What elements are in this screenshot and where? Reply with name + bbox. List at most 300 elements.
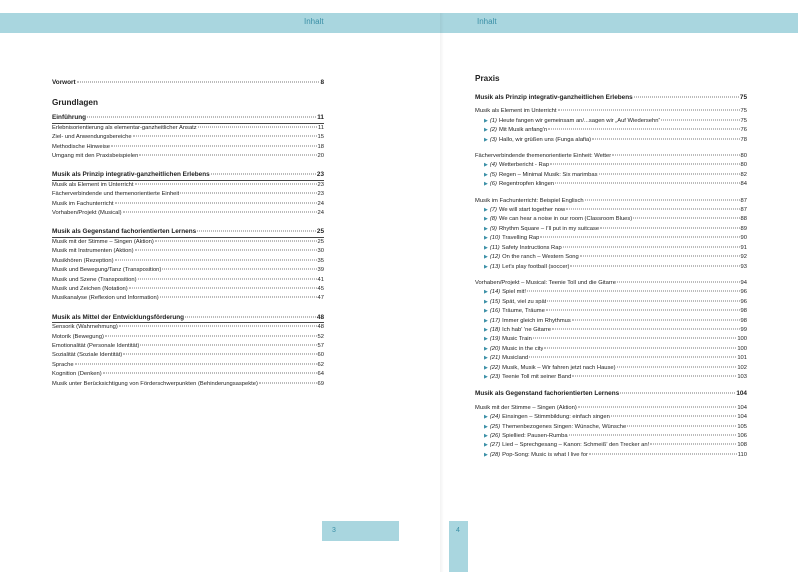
dot-leader bbox=[600, 227, 739, 228]
toc-entry-page: 98 bbox=[740, 308, 747, 315]
header-band bbox=[0, 13, 798, 33]
toc-entry-page: 90 bbox=[740, 235, 747, 242]
dot-leader bbox=[540, 237, 739, 238]
toc-item[interactable] bbox=[52, 247, 324, 256]
toc-item[interactable] bbox=[52, 180, 324, 190]
toc-entry-text: Umgang mit den Praxisbeispielen bbox=[52, 153, 139, 160]
dot-leader bbox=[185, 316, 316, 317]
toc-subitem[interactable] bbox=[475, 364, 747, 373]
toc-entry-text: Musik als Mittel der Entwicklungsförderung bbox=[52, 313, 185, 321]
toc-entry-number: (6) bbox=[489, 181, 497, 188]
toc-item[interactable] bbox=[52, 200, 324, 209]
toc-entry-title bbox=[52, 181, 134, 190]
dot-leader bbox=[578, 406, 737, 407]
toc-entry-page: 23 bbox=[317, 181, 324, 188]
toc-entry-title bbox=[52, 124, 197, 133]
toc-entry-title bbox=[490, 206, 565, 215]
toc-entry-text: We will start together now bbox=[498, 207, 566, 214]
toc-subitem[interactable] bbox=[475, 432, 747, 441]
toc-item[interactable] bbox=[52, 285, 324, 294]
toc-entry-number: (14) bbox=[489, 289, 501, 296]
dot-leader bbox=[555, 183, 739, 184]
dot-leader bbox=[527, 291, 740, 292]
dot-leader bbox=[617, 366, 737, 367]
toc-chapter[interactable] bbox=[52, 227, 324, 236]
toc-entry-title bbox=[52, 209, 122, 218]
toc-entry-text: Spiellied: Pausen-Rumba bbox=[502, 433, 568, 439]
toc-entry-title bbox=[490, 373, 571, 382]
dot-leader bbox=[566, 209, 739, 210]
toc-entry-number: (18) bbox=[489, 326, 501, 333]
toc-item[interactable] bbox=[52, 294, 324, 303]
dot-leader bbox=[552, 328, 740, 329]
toc-entry-page: 52 bbox=[317, 333, 324, 340]
toc-entry-title bbox=[52, 323, 118, 332]
toc-entry-page: 94 bbox=[740, 279, 747, 286]
toc-entry-title bbox=[52, 170, 210, 179]
toc-entry-title bbox=[52, 380, 258, 389]
toc-entry-title bbox=[490, 253, 579, 262]
toc-item[interactable] bbox=[52, 152, 324, 161]
dot-leader bbox=[633, 218, 739, 219]
arrow-right-icon: ▶ bbox=[484, 336, 488, 343]
toc-entry-text: Musik mit Instrumenten (Aktion) bbox=[52, 248, 134, 255]
toc-subitem[interactable] bbox=[475, 288, 747, 297]
toc-entry-text: Lied – Sprechgesang – Kanon: Schmeiß’ den Trecker an! bbox=[502, 442, 650, 449]
toc-entry-page: 93 bbox=[740, 263, 747, 270]
toc-entry-number: (27) bbox=[489, 442, 501, 449]
toc-entry-text: Music in the city bbox=[502, 345, 544, 352]
dot-leader bbox=[197, 231, 316, 232]
toc-subitem[interactable] bbox=[475, 354, 747, 363]
toc-entry-page: 75 bbox=[740, 117, 747, 124]
toc-entry-page: 101 bbox=[737, 355, 747, 362]
toc-entry-title bbox=[475, 107, 557, 116]
toc-entry-page: 20 bbox=[317, 153, 324, 160]
dot-leader bbox=[611, 416, 737, 417]
toc-entry-page: 41 bbox=[317, 276, 324, 283]
toc-subitem[interactable] bbox=[475, 136, 747, 145]
toc-entry-number: (9) bbox=[489, 225, 497, 232]
toc-entry-number: (2) bbox=[489, 127, 497, 134]
dot-leader bbox=[569, 435, 737, 436]
toc-section[interactable] bbox=[475, 404, 747, 413]
dot-leader bbox=[547, 300, 739, 301]
toc-entry-text: Musik mit der Stimme – Singen (Aktion) bbox=[475, 404, 577, 411]
page-number-left: 3 bbox=[322, 521, 399, 541]
toc-item[interactable] bbox=[52, 190, 324, 199]
toc-entry-title bbox=[52, 370, 102, 379]
toc-entry-number: (3) bbox=[489, 136, 497, 143]
toc-entry-number: (20) bbox=[489, 345, 501, 352]
toc-subitem[interactable] bbox=[475, 117, 747, 126]
toc-entry-number: (28) bbox=[489, 451, 501, 458]
toc-entry-text: Musicland bbox=[502, 355, 529, 362]
toc-entry-text: Heute fangen wir gemeinsam an/...sagen wir „Auf Wiedersehn“ bbox=[498, 117, 661, 124]
toc-entry-page: 48 bbox=[316, 313, 324, 321]
toc-entry-page: 76 bbox=[740, 127, 747, 134]
toc-entry-page: 45 bbox=[317, 285, 324, 292]
toc-entry-title bbox=[490, 413, 610, 422]
toc-entry-title bbox=[475, 279, 616, 288]
toc-subitem[interactable] bbox=[475, 171, 747, 180]
arrow-right-icon: ▶ bbox=[484, 117, 488, 124]
toc-entry-text: Hallo, wir grüßen uns (Funga alafia) bbox=[498, 136, 592, 143]
toc-subitem[interactable] bbox=[475, 161, 747, 170]
toc-entry-text: Musik als Element im Unterricht bbox=[52, 181, 134, 188]
dot-leader bbox=[160, 297, 317, 298]
toc-entry-page: 88 bbox=[740, 216, 747, 223]
dot-leader bbox=[572, 375, 736, 376]
toc-subitem[interactable] bbox=[475, 253, 747, 262]
dot-leader bbox=[119, 326, 317, 327]
toc-entry-title bbox=[475, 197, 584, 206]
toc-entry-text: Einführung bbox=[52, 114, 87, 122]
toc-entry-text: Musik und Bewegung/Tanz (Transposition) bbox=[52, 267, 162, 274]
toc-item[interactable] bbox=[52, 361, 324, 370]
toc-subitem[interactable] bbox=[475, 317, 747, 326]
toc-subitem[interactable] bbox=[475, 423, 747, 432]
toc-subitem[interactable] bbox=[475, 345, 747, 354]
dot-leader bbox=[570, 265, 739, 266]
toc-entry-page: 84 bbox=[740, 181, 747, 188]
dot-leader bbox=[115, 259, 317, 260]
toc-entry-number: (22) bbox=[489, 364, 501, 371]
dot-leader bbox=[198, 126, 317, 127]
toc-entry-title bbox=[52, 257, 114, 266]
dot-leader bbox=[129, 287, 317, 288]
toc-entry-title bbox=[52, 190, 179, 199]
toc-section[interactable] bbox=[475, 152, 747, 161]
toc-entry-text: Spiel mit! bbox=[502, 289, 527, 296]
toc-entry-page: 91 bbox=[740, 244, 747, 251]
dot-leader bbox=[550, 164, 739, 165]
toc-entry-number: (23) bbox=[489, 373, 501, 380]
toc-entry-page: 87 bbox=[740, 197, 747, 204]
dot-leader bbox=[115, 202, 317, 203]
arrow-right-icon: ▶ bbox=[484, 254, 488, 261]
toc-entry-text: Musik mit der Stimme – Singen (Aktion) bbox=[52, 238, 154, 245]
toc-entry-number: (26) bbox=[489, 433, 501, 439]
dot-leader bbox=[133, 136, 317, 137]
toc-item[interactable] bbox=[52, 370, 324, 379]
toc-entry-title bbox=[52, 238, 154, 247]
dot-leader bbox=[529, 357, 736, 358]
arrow-right-icon: ▶ bbox=[484, 364, 488, 371]
arrow-right-icon: ▶ bbox=[484, 298, 488, 305]
toc-subitem[interactable] bbox=[475, 234, 747, 243]
right-page-header-title: Inhalt bbox=[477, 17, 497, 26]
arrow-right-icon: ▶ bbox=[484, 181, 488, 188]
dot-leader bbox=[533, 338, 737, 339]
toc-entry-text: Einsingen – Stimmbildung: einfach singen bbox=[502, 414, 610, 421]
toc-entry-text: Themenbezogenes Singen: Wünsche, Wünsche bbox=[502, 423, 627, 430]
arrow-right-icon: ▶ bbox=[484, 423, 488, 430]
toc-chapter[interactable] bbox=[52, 113, 324, 122]
toc-entry-title bbox=[490, 136, 591, 145]
dot-leader bbox=[138, 278, 317, 279]
toc-entry-page: 80 bbox=[740, 153, 747, 160]
toc-subitem[interactable] bbox=[475, 263, 747, 272]
dot-leader bbox=[589, 453, 737, 454]
toc-main-chapter-1[interactable]: Musik als Prinzip integrativ-ganzheitlichen Erlebens 75 bbox=[475, 94, 747, 101]
toc-subitem[interactable] bbox=[475, 326, 747, 335]
section-title-praxis: Praxis bbox=[475, 74, 500, 83]
toc-entry-page: 108 bbox=[737, 442, 747, 449]
toc-entry-title bbox=[52, 276, 137, 285]
dot-leader bbox=[650, 444, 736, 445]
toc-entry-text: Travelling Rap bbox=[502, 235, 540, 242]
toc-entry-text: Pop-Song: Music is what I live for bbox=[502, 451, 588, 458]
toc-entry-text: Musik als Prinzip integrativ-ganzheitlichen Erlebens bbox=[52, 171, 210, 179]
toc-vorwort[interactable]: Vorwort 8 bbox=[52, 79, 324, 86]
toc-item[interactable] bbox=[52, 143, 324, 152]
toc-entry-page: 110 bbox=[737, 451, 747, 458]
toc-section[interactable] bbox=[475, 107, 747, 116]
toc-entry-page: 57 bbox=[317, 342, 324, 349]
arrow-right-icon: ▶ bbox=[484, 207, 488, 214]
arrow-right-icon: ▶ bbox=[484, 442, 488, 449]
toc-entry-page: 24 bbox=[317, 200, 324, 207]
toc-entry-number: (19) bbox=[489, 336, 501, 343]
dot-leader bbox=[585, 199, 740, 200]
toc-subitem[interactable] bbox=[475, 441, 747, 450]
dot-leader bbox=[103, 373, 317, 374]
dot-leader bbox=[548, 129, 739, 130]
toc-entry-page: 24 bbox=[317, 210, 324, 217]
toc-entry-title bbox=[490, 161, 549, 170]
dot-leader bbox=[546, 310, 740, 311]
arrow-right-icon: ▶ bbox=[484, 127, 488, 134]
arrow-right-icon: ▶ bbox=[484, 244, 488, 251]
toc-entry-text: Vorhaben/Projekt (Musical) bbox=[52, 210, 122, 217]
toc-entry-title bbox=[490, 432, 568, 441]
arrow-right-icon: ▶ bbox=[484, 289, 488, 296]
toc-entry-title bbox=[490, 423, 626, 432]
toc-subitem[interactable] bbox=[475, 373, 747, 382]
toc-entry-text: Ich hab’ ’ne Gitarre bbox=[502, 326, 551, 333]
toc-entry-page: 69 bbox=[317, 380, 324, 387]
toc-entry-number: (24) bbox=[489, 414, 501, 421]
toc-main-chapter-2[interactable]: Musik als Gegenstand fachorientierten Lernens 104 bbox=[475, 390, 747, 398]
toc-item[interactable] bbox=[52, 342, 324, 351]
toc-entry-page: 75 bbox=[740, 108, 747, 115]
dot-leader bbox=[180, 193, 316, 194]
toc-entry-text: Musik und Szene (Transposition) bbox=[52, 276, 137, 283]
dot-leader bbox=[661, 119, 739, 120]
toc-entry-text: Wetterbericht - Rap bbox=[498, 162, 550, 169]
dot-leader bbox=[599, 173, 740, 174]
toc-entry-title bbox=[490, 215, 632, 224]
toc-subitem[interactable] bbox=[475, 206, 747, 215]
toc-entry-number: (4) bbox=[489, 162, 497, 169]
dot-leader bbox=[627, 425, 736, 426]
toc-entry-text: Mit Musik anfang’n bbox=[498, 127, 548, 134]
toc-entry-title bbox=[52, 313, 184, 322]
toc-entry-page: 47 bbox=[317, 295, 324, 302]
toc-item[interactable] bbox=[52, 380, 324, 389]
dot-leader bbox=[139, 155, 316, 156]
toc-subitem[interactable] bbox=[475, 180, 747, 189]
toc-entry-title bbox=[490, 234, 539, 243]
toc-subitem[interactable] bbox=[475, 126, 747, 135]
toc-entry-title bbox=[52, 113, 86, 122]
toc-entry-title bbox=[52, 266, 161, 275]
dot-leader bbox=[617, 281, 740, 282]
toc-entry-text: Fächerverbindende themenorientierte Einheit: Wetter bbox=[475, 153, 612, 160]
toc-item[interactable] bbox=[52, 133, 324, 142]
toc-entry-number: (11) bbox=[489, 244, 500, 251]
toc-entry-title bbox=[52, 247, 134, 256]
toc-item[interactable] bbox=[52, 333, 324, 342]
arrow-right-icon: ▶ bbox=[484, 225, 488, 232]
arrow-right-icon: ▶ bbox=[484, 171, 488, 178]
dot-leader bbox=[563, 246, 740, 247]
dot-leader bbox=[572, 319, 740, 320]
toc-entry-title bbox=[52, 342, 139, 351]
toc-subitem[interactable] bbox=[475, 335, 747, 344]
dot-leader bbox=[123, 212, 317, 213]
toc-entry-title bbox=[52, 285, 128, 294]
arrow-right-icon: ▶ bbox=[484, 355, 488, 362]
toc-entry-title bbox=[490, 298, 546, 307]
toc-entry-text: On the ranch – Western Song bbox=[502, 254, 579, 261]
toc-item[interactable] bbox=[52, 123, 324, 133]
toc-chapter[interactable] bbox=[52, 170, 324, 179]
toc-entry-page: 82 bbox=[740, 171, 747, 178]
toc-entry-text: Fächerverbindende und themenorientierte Einheit bbox=[52, 191, 180, 198]
dot-leader bbox=[111, 145, 317, 146]
toc-entry-title bbox=[490, 171, 598, 180]
toc-entry-page: 96 bbox=[740, 298, 747, 305]
toc-subitem[interactable] bbox=[475, 225, 747, 234]
toc-entry-title bbox=[475, 404, 577, 413]
dot-leader bbox=[612, 155, 739, 156]
toc-entry-page: 23 bbox=[317, 191, 324, 198]
toc-section[interactable] bbox=[475, 279, 747, 288]
toc-entry-page: 25 bbox=[316, 228, 324, 236]
toc-entry-text: Träume, Träume bbox=[502, 308, 545, 315]
section-title-grundlagen: Grundlagen bbox=[52, 98, 98, 108]
toc-item[interactable] bbox=[52, 257, 324, 266]
toc-item[interactable] bbox=[52, 266, 324, 275]
toc-entry-text: Spät, viel zu spät bbox=[502, 298, 547, 305]
toc-entry-page: 39 bbox=[317, 267, 324, 274]
toc-entry-page: 35 bbox=[317, 257, 324, 264]
dot-leader bbox=[211, 174, 316, 175]
toc-entry-page: 92 bbox=[740, 254, 747, 261]
toc-item[interactable] bbox=[52, 276, 324, 285]
toc-entry-page: 106 bbox=[737, 433, 747, 439]
toc-item[interactable] bbox=[52, 322, 324, 332]
toc-entry-text: Ziel- und Anwendungsbereiche bbox=[52, 134, 132, 141]
toc-entry-page: 99 bbox=[740, 326, 747, 333]
dot-leader bbox=[155, 240, 317, 241]
arrow-right-icon: ▶ bbox=[484, 136, 488, 143]
toc-subitem[interactable] bbox=[475, 298, 747, 307]
dot-leader bbox=[558, 110, 740, 111]
toc-entry-page: 60 bbox=[317, 352, 324, 359]
toc-entry-number: (8) bbox=[489, 216, 497, 223]
toc-entry-number: (10) bbox=[489, 235, 501, 242]
toc-item[interactable] bbox=[52, 351, 324, 360]
toc-entry-page: 23 bbox=[316, 171, 324, 179]
toc-entry-number: (21) bbox=[489, 355, 501, 362]
toc-subitem[interactable] bbox=[475, 451, 747, 460]
toc-entry-page: 25 bbox=[317, 238, 324, 245]
arrow-right-icon: ▶ bbox=[484, 433, 488, 439]
toc-entry-page: 15 bbox=[317, 134, 324, 141]
toc-entry-text: Music Train bbox=[502, 336, 532, 343]
toc-entry-text: Emotionalität (Personale Identität) bbox=[52, 342, 140, 349]
toc-entry-page: 11 bbox=[317, 114, 324, 122]
dot-leader bbox=[544, 347, 736, 348]
toc-entry-page: 105 bbox=[737, 423, 747, 430]
toc-entry-title bbox=[490, 244, 562, 253]
arrow-right-icon: ▶ bbox=[484, 373, 488, 380]
toc-subitem[interactable] bbox=[475, 244, 747, 253]
toc-entry-title bbox=[52, 333, 104, 342]
toc-entry-title bbox=[52, 143, 110, 152]
toc-entry-title bbox=[490, 307, 545, 316]
toc-entry-text: Sprache bbox=[52, 361, 74, 368]
toc-section[interactable] bbox=[475, 197, 747, 206]
toc-subitem[interactable] bbox=[475, 215, 747, 224]
right-toc-blocks-1 bbox=[475, 107, 747, 389]
toc-entry-title bbox=[490, 126, 547, 135]
toc-entry-number: (7) bbox=[489, 207, 497, 214]
toc-subitem[interactable] bbox=[475, 413, 747, 422]
toc-item[interactable] bbox=[52, 237, 324, 247]
toc-subitem[interactable] bbox=[475, 307, 747, 316]
toc-entry-text: Musik im Fachunterricht: Beispiel Englisch bbox=[475, 197, 584, 204]
dot-leader bbox=[592, 138, 739, 139]
toc-entry-page: 102 bbox=[737, 364, 747, 371]
toc-entry-number: (5) bbox=[489, 171, 497, 178]
toc-entry-text: Motorik (Bewegung) bbox=[52, 333, 104, 340]
toc-entry-page: 30 bbox=[317, 248, 324, 255]
dot-leader bbox=[580, 256, 740, 257]
toc-entry-number: (13) bbox=[489, 263, 501, 270]
left-toc-groups bbox=[52, 113, 324, 398]
toc-entry-title bbox=[490, 451, 588, 460]
left-page-header-title: Inhalt bbox=[304, 17, 324, 26]
toc-item[interactable] bbox=[52, 209, 324, 218]
toc-entry-title bbox=[490, 441, 649, 450]
dot-leader bbox=[140, 344, 316, 345]
toc-entry-page: 104 bbox=[737, 404, 747, 411]
toc-entry-title bbox=[52, 200, 114, 209]
right-page bbox=[475, 40, 747, 467]
toc-entry-page: 96 bbox=[740, 289, 747, 296]
toc-entry-text: Musik unter Berücksichtigung von Förderschwerpunkten (Behinderungsaspekte) bbox=[52, 380, 258, 387]
toc-entry-text: Musik und Zeichen (Notation) bbox=[52, 285, 128, 292]
toc-entry-text: Teenie Toll mit seiner Band bbox=[502, 373, 572, 380]
toc-entry-page: 78 bbox=[740, 136, 747, 143]
toc-entry-title bbox=[490, 354, 528, 363]
dot-leader bbox=[135, 250, 317, 251]
toc-entry-text: Safety Instructions Rap bbox=[501, 244, 562, 251]
arrow-right-icon: ▶ bbox=[484, 345, 488, 352]
toc-entry-text: Sensorik (Wahrnehmung) bbox=[52, 324, 118, 331]
toc-entry-text: Musik im Fachunterricht bbox=[52, 200, 114, 207]
toc-entry-number: (17) bbox=[489, 317, 501, 324]
dot-leader bbox=[135, 183, 317, 184]
toc-entry-page: 87 bbox=[740, 207, 747, 214]
toc-entry-page: 89 bbox=[740, 225, 747, 232]
toc-entry-number: (16) bbox=[489, 308, 501, 315]
toc-chapter[interactable] bbox=[52, 313, 324, 322]
